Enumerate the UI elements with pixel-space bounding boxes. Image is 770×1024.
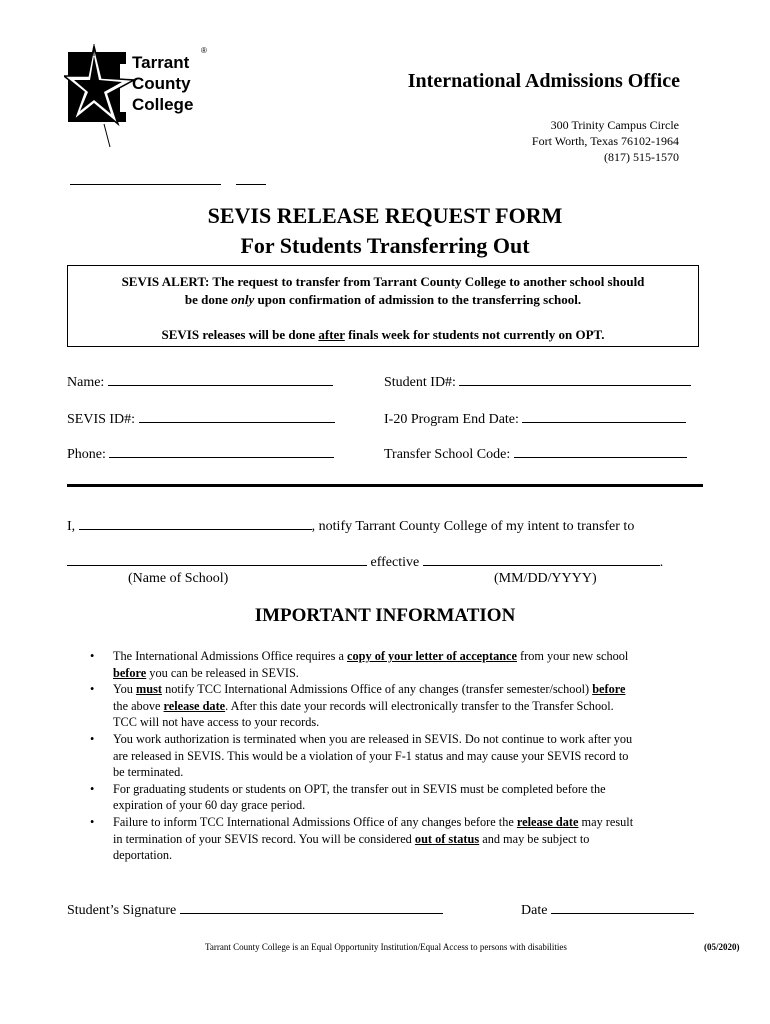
- b2-emph-before: before: [592, 682, 626, 697]
- b3-text-c: be terminated.: [113, 765, 184, 780]
- transfer-code-label: Transfer School Code:: [384, 447, 511, 462]
- list-item: [90, 814, 702, 864]
- b2-text-c: notify TCC International Admissions Office of any changes (transfer semester/school): [162, 682, 593, 697]
- bullet-marker: •: [90, 731, 95, 746]
- signature-date-label: Date: [521, 903, 548, 918]
- bullet-marker: •: [90, 781, 95, 796]
- form-subtitle: For Students Transferring Out: [240, 233, 530, 258]
- list-item: [90, 781, 702, 814]
- transfer-code-field: [384, 445, 687, 463]
- b4-text-a: For graduating students or students on OPT, the transfer out in SEVIS must be completed before the: [113, 781, 606, 796]
- student-id-input-line[interactable]: [459, 373, 691, 386]
- transfer-code-input-line[interactable]: [514, 445, 687, 458]
- b2-text-a: You: [113, 682, 137, 697]
- b2-emph-release-date: release date: [163, 698, 226, 713]
- notify-prefix: I,: [67, 519, 76, 534]
- alert-line-3: [68, 326, 698, 343]
- alert-line-2: [68, 291, 698, 308]
- b2-text-h: TCC will not have access to your records.: [113, 715, 320, 730]
- list-item: [90, 681, 702, 731]
- signature-field: [67, 901, 443, 919]
- notify-text: , notify Tarrant County College of my intent to transfer to: [311, 519, 635, 534]
- logo-wordmark: [132, 52, 193, 115]
- b1-text-a: The International Admissions Office requires a: [113, 649, 348, 663]
- section-divider: [67, 484, 703, 487]
- logo-line-3: College: [132, 95, 194, 114]
- b5-text-a: Failure to inform TCC International Admissions Office of any changes before the: [113, 814, 517, 829]
- bullet-marker: •: [90, 814, 95, 829]
- student-name-input-line[interactable]: [79, 517, 312, 530]
- effective-statement: [67, 553, 663, 571]
- bullet-marker: •: [90, 682, 95, 697]
- important-list: [90, 648, 702, 864]
- name-field: [67, 373, 333, 391]
- office-phone: (817) 515-1570: [604, 150, 679, 164]
- signature-input-line[interactable]: [180, 901, 443, 914]
- revision-date: (05/2020): [704, 942, 740, 952]
- form-title: SEVIS RELEASE REQUEST FORM: [207, 203, 563, 228]
- address-line-2: Fort Worth, Texas 76102-1964: [531, 134, 679, 148]
- registered-mark: ®: [201, 46, 207, 55]
- b5-emph-release-date: release date: [516, 814, 579, 829]
- program-end-field: [384, 410, 686, 428]
- b5-text-c: may result: [578, 814, 634, 829]
- footer-statement: Tarrant County College is an Equal Opportunity Institution/Equal Access to persons with disabilities: [205, 942, 567, 952]
- b5-text-g: deportation.: [113, 848, 173, 863]
- phone-field: [67, 445, 334, 463]
- b5-emph-out-of-status: out of status: [414, 831, 480, 846]
- school-name-input-line[interactable]: [67, 553, 367, 566]
- signature-label: Student’s Signature: [67, 903, 177, 918]
- date-caption: (MM/DD/YYYY): [494, 571, 597, 586]
- signature-date-input-line[interactable]: [551, 901, 694, 914]
- student-id-field: [384, 373, 691, 391]
- b3-text-b: are released in SEVIS. This would be a violation of your F-1 status and may cause your SEVIS record to: [113, 748, 629, 763]
- bullet-marker: •: [90, 649, 95, 663]
- student-id-label: Student ID#:: [384, 375, 456, 390]
- logo-line-1: Tarrant: [132, 53, 190, 72]
- phone-input-line[interactable]: [109, 445, 334, 458]
- b2-text-g: . After this date your records will electronically transfer to the Transfer School.: [225, 698, 614, 713]
- effective-period: .: [659, 555, 664, 570]
- list-item: [90, 731, 702, 781]
- alert-line-3-post: finals week for students not currently on OPT.: [344, 327, 605, 342]
- logo-line-2: County: [132, 74, 191, 93]
- blank-line[interactable]: [70, 184, 221, 185]
- b3-text-a: You work authorization is terminated when you are released in SEVIS. Do not continue to work after you: [113, 731, 633, 746]
- signature-date-field: [521, 901, 694, 919]
- effective-label: effective: [370, 555, 420, 570]
- b2-emph-must: must: [136, 682, 162, 697]
- sevis-alert-box: [67, 265, 699, 347]
- sevis-id-label: SEVIS ID#:: [67, 412, 136, 427]
- alert-line-3-pre: SEVIS releases will be done: [161, 327, 319, 342]
- b1-text-c: from your new school: [516, 649, 629, 663]
- office-address: [430, 117, 679, 165]
- important-title: IMPORTANT INFORMATION: [254, 605, 516, 626]
- b5-text-f: and may be subject to: [479, 831, 590, 846]
- school-caption: (Name of School): [128, 571, 229, 586]
- name-input-line[interactable]: [108, 373, 333, 386]
- phone-label: Phone:: [67, 447, 106, 462]
- alert-line-2-pre: be done: [184, 292, 232, 307]
- blank-line-short[interactable]: [236, 184, 266, 185]
- sevis-id-field: [67, 410, 335, 428]
- address-line-1: 300 Trinity Campus Circle: [550, 118, 679, 132]
- notify-statement: [67, 517, 634, 535]
- alert-line-2-post: upon confirmation of admission to the transferring school.: [254, 292, 582, 307]
- b1-emph-before: before: [113, 665, 147, 680]
- alert-emphasis-only: only: [231, 292, 255, 307]
- sevis-id-input-line[interactable]: [139, 410, 335, 423]
- program-end-input-line[interactable]: [522, 410, 686, 423]
- name-label: Name:: [67, 375, 105, 390]
- alert-line-1: SEVIS ALERT: The request to transfer from Tarrant County College to another school should: [121, 274, 645, 289]
- b2-text-e: the above: [113, 698, 164, 713]
- alert-emphasis-after: after: [318, 327, 345, 342]
- effective-date-input-line[interactable]: [423, 553, 660, 566]
- program-end-label: I-20 Program End Date:: [384, 412, 519, 427]
- list-item: [90, 648, 702, 681]
- office-title: International Admissions Office: [407, 70, 680, 92]
- b5-text-d: in termination of your SEVIS record. You will be considered: [113, 831, 415, 846]
- b1-emph-letter: copy of your letter of acceptance: [347, 649, 517, 663]
- b4-text-b: expiration of your 60 day grace period.: [113, 798, 306, 813]
- b1-text-e: you can be released in SEVIS.: [146, 665, 299, 680]
